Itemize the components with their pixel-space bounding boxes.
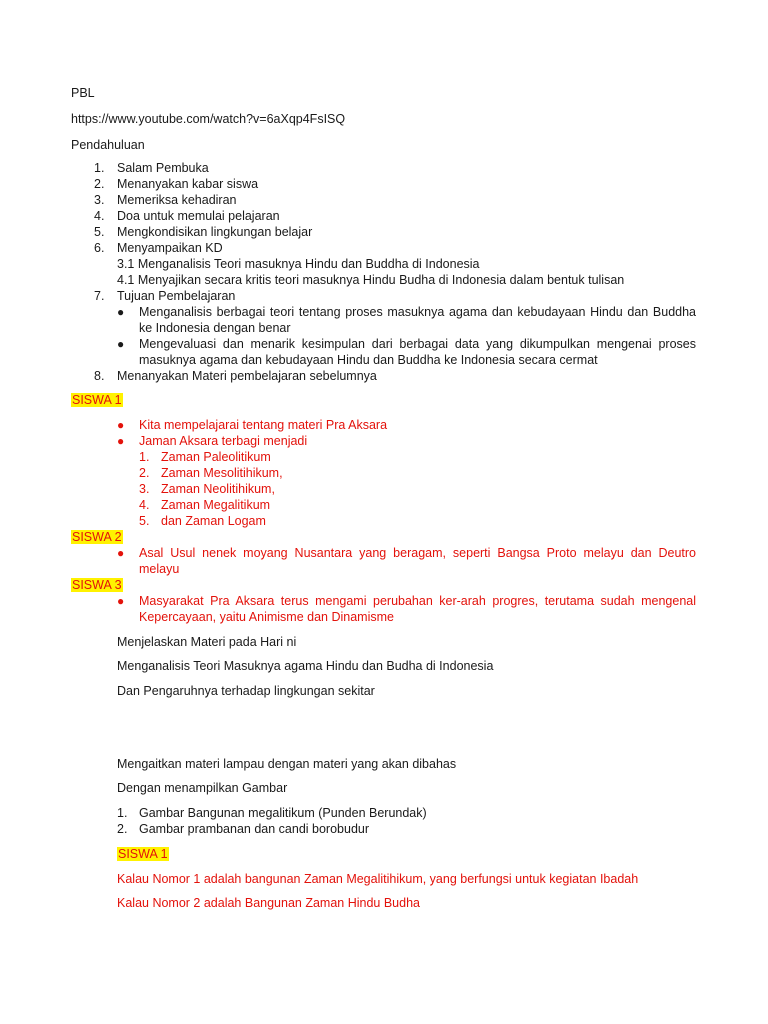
zaman-item: Zaman Mesolitihikum, [161,466,283,480]
tujuan-line: Mengevaluasi dan menarik kesimpulan dari berbagai data yang dikumpulkan mengenai proses [139,337,696,351]
zaman-item: Zaman Megalitikum [161,498,271,512]
tujuan-line: Menganalisis berbagai teori tentang proses masuknya agama dan kebudayaan Hindu dan Buddha [139,305,696,319]
siswa-answer: melayu [139,562,180,576]
siswa-answer: Kita mempelajarai tentang materi Pra Aksara [139,418,388,432]
list-item: Menanyakan Materi pembelajaran sebelumnya [117,369,377,383]
bullet-icon: ● [117,305,125,319]
bullet-icon: ● [117,418,125,432]
list-number: 4. [94,209,105,223]
materi-paragraph: Menganalisis Teori Masuknya agama Hindu dan Budha di Indonesia [117,659,494,673]
materi-paragraph: Dan Pengaruhnya terhadap lingkungan sekitar [117,684,375,698]
list-number: 1. [139,450,150,464]
bullet-icon: ● [117,337,125,351]
list-number: 6. [94,241,105,255]
section-heading: Pendahuluan [71,138,145,152]
list-number: 8. [94,369,105,383]
list-number: 2. [94,177,105,191]
kd-item: 3.1 Menganalisis Teori masuknya Hindu dan Buddha di Indonesia [117,257,480,271]
list-number: 1. [94,161,105,175]
list-number: 5. [139,514,150,528]
siswa-answer: Asal Usul nenek moyang Nusantara yang beragam, seperti Bangsa Proto melayu dan Deutro [139,546,696,560]
siswa2-label: SISWA 2 [72,530,122,544]
list-number: 2. [139,466,150,480]
tujuan-line: ke Indonesia dengan benar [139,321,291,335]
siswa1-label: SISWA 1 [72,393,122,407]
siswa-answer: Masyarakat Pra Aksara terus mengami perubahan ker-arah progres, terutama sudah mengenal [139,594,696,608]
list-number: 3. [94,193,105,207]
list-item: Menanyakan kabar siswa [117,177,259,191]
list-number: 4. [139,498,150,512]
gambar-item: Gambar prambanan dan candi borobudur [139,822,370,836]
siswa-answer: Jaman Aksara terbagi menjadi [139,434,308,448]
list-item: Menyampaikan KD [117,241,223,255]
bullet-icon: ● [117,546,125,560]
siswa-label [71,392,123,408]
siswa-answer: Kalau Nomor 1 adalah bangunan Zaman Megalitihikum, yang berfungsi untuk kegiatan Ibadah [117,872,639,886]
materi-paragraph: Mengaitkan materi lampau dengan materi yang akan dibahas [117,757,457,771]
list-number: 5. [94,225,105,239]
list-number: 7. [94,289,105,303]
doc-label: PBL [71,86,95,100]
kd-item: 4.1 Menyajikan secara kritis teori masuknya Hindu Budha di Indonesia dalam bentuk tulisan [117,273,625,287]
siswa-label [71,529,123,545]
list-number: 2. [117,822,128,836]
tujuan-line: masuknya agama dan kebudayaan Hindu dan Buddha ke Indonesia secara cermat [139,353,598,367]
list-number: 1. [117,806,128,820]
materi-paragraph: Menjelaskan Materi pada Hari ni [117,635,297,649]
gambar-item: Gambar Bangunan megalitikum (Punden Berundak) [139,806,427,820]
siswa-answer: Kalau Nomor 2 adalah Bangunan Zaman Hindu Budha [117,896,420,910]
zaman-item: dan Zaman Logam [161,514,266,528]
zaman-item: Zaman Neolitihikum, [161,482,275,496]
list-item: Doa untuk memulai pelajaran [117,209,280,223]
zaman-item: Zaman Paleolitikum [161,450,271,464]
list-item: Mengkondisikan lingkungan belajar [117,225,313,239]
list-item: Salam Pembuka [117,161,209,175]
siswa3-label: SISWA 3 [72,578,122,592]
siswa-label [117,846,169,862]
siswa-label [71,577,123,593]
list-item: Memeriksa kehadiran [117,193,237,207]
siswa1b-label: SISWA 1 [118,847,168,861]
list-number: 3. [139,482,150,496]
materi-paragraph: Dengan menampilkan Gambar [117,781,288,795]
bullet-icon: ● [117,594,125,608]
siswa-answer: Kepercayaan, yaitu Animisme dan Dinamisme [139,610,394,624]
list-item: Tujuan Pembelajaran [117,289,236,303]
bullet-icon: ● [117,434,125,448]
youtube-link[interactable]: https://www.youtube.com/watch?v=6aXqp4FsISQ [71,112,346,126]
